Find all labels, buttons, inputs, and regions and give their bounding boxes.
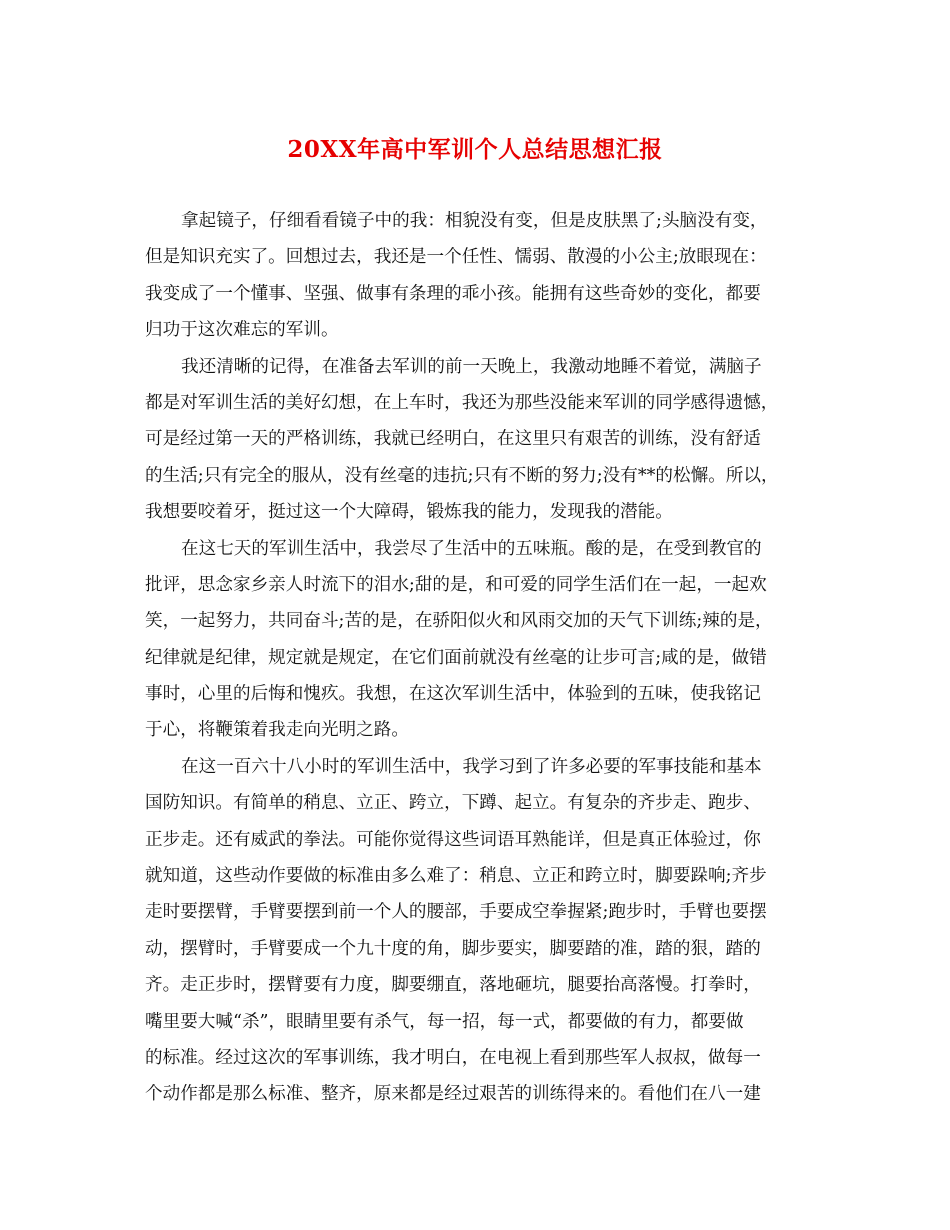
paragraph-line: 我变成了一个懂事、坚强、做事有条理的乖小孩。能拥有这些奇妙的变化，都要 [145, 283, 761, 304]
document-body [145, 203, 805, 1113]
paragraph-line: 事时，心里的后悔和愧疚。我想，在这次军训生活中，体验到的五味，使我铭记 [145, 684, 761, 705]
paragraph-line: 但是知识充实了。回想过去，我还是一个任性、懦弱、散漫的小公主;放眼现在： [145, 247, 767, 268]
paragraph-line: 我还清晰的记得，在准备去军训的前一天晚上，我激动地睡不着觉，满脑子 [181, 356, 762, 377]
paragraph-line: 批评，思念家乡亲人时流下的泪水;甜的是，和可爱的同学生活们在一起，一起欢 [145, 574, 767, 595]
paragraph-line: 于心，将鞭策着我走向光明之路。 [145, 720, 409, 741]
paragraph-line: 归功于这次难忘的军训。 [145, 320, 339, 341]
paragraph-line: 笑，一起努力，共同奋斗;苦的是，在骄阳似火和风雨交加的天气下训练;辣的是， [145, 611, 773, 632]
paragraph-line: 的标准。经过这次的军事训练，我才明白，在电视上看到那些军人叔叔，做每一 [145, 1047, 761, 1068]
paragraph-line: 齐。走正步时，摆臂要有力度，脚要绷直，落地砸坑，腿要抬高落慢。打拳时， [145, 975, 761, 996]
paragraph-line: 我想要咬着牙，挺过这一个大障碍，锻炼我的能力，发现我的潜能。 [145, 502, 673, 523]
paragraph-line: 都是对军训生活的美好幻想，在上车时，我还为那些没能来军训的同学感得遗憾， [145, 392, 779, 413]
paragraph-line: 可是经过第一天的严格训练，我就已经明白，在这里只有艰苦的训练，没有舒适 [145, 429, 761, 450]
paragraph-line: 在这七天的军训生活中，我尝尽了生活中的五味瓶。酸的是，在受到教官的 [181, 538, 762, 559]
paragraph-line: 在这一百六十八小时的军训生活中，我学习到了许多必要的军事技能和基本 [181, 756, 762, 777]
paragraph-line: 的生活;只有完全的服从，没有丝毫的违抗;只有不断的努力;没有**的松懈。所以， [145, 465, 779, 486]
paragraph-line: 就知道，这些动作要做的标准由多么难了：稍息、立正和跨立时，脚要跺响;齐步 [145, 866, 767, 887]
paragraph-line: 动，摆臂时，手臂要成一个九十度的角，脚步要实，脚要踏的准，踏的狠，踏的 [145, 938, 761, 959]
paragraph-line: 纪律就是纪律，规定就是规定，在它们面前就没有丝毫的让步可言;咸的是，做错 [145, 647, 767, 668]
paragraph-line: 走时要摆臂，手臂要摆到前一个人的腰部，手要成空拳握紧;跑步时，手臂也要摆 [145, 902, 767, 923]
paragraph-line: 国防知识。有简单的稍息、立正、跨立，下蹲、起立。有复杂的齐步走、跑步、 [145, 793, 761, 814]
document-title: 20XX年高中军训个人总结思想汇报 [287, 136, 663, 163]
paragraph-line: 正步走。还有威武的拳法。可能你觉得这些词语耳熟能详，但是真正体验过，你 [145, 829, 761, 850]
paragraph-line: 个动作都是那么标准、整齐，原来都是经过艰苦的训练得来的。看他们在八一建 [145, 1084, 761, 1105]
paragraph-line: 拿起镜子，仔细看看镜子中的我：相貌没有变，但是皮肤黑了;头脑没有变， [181, 211, 768, 231]
paragraph-line: 嘴里要大喊“杀”，眼睛里要有杀气，每一招，每一式，都要做的有力，都要做 [145, 1011, 744, 1032]
